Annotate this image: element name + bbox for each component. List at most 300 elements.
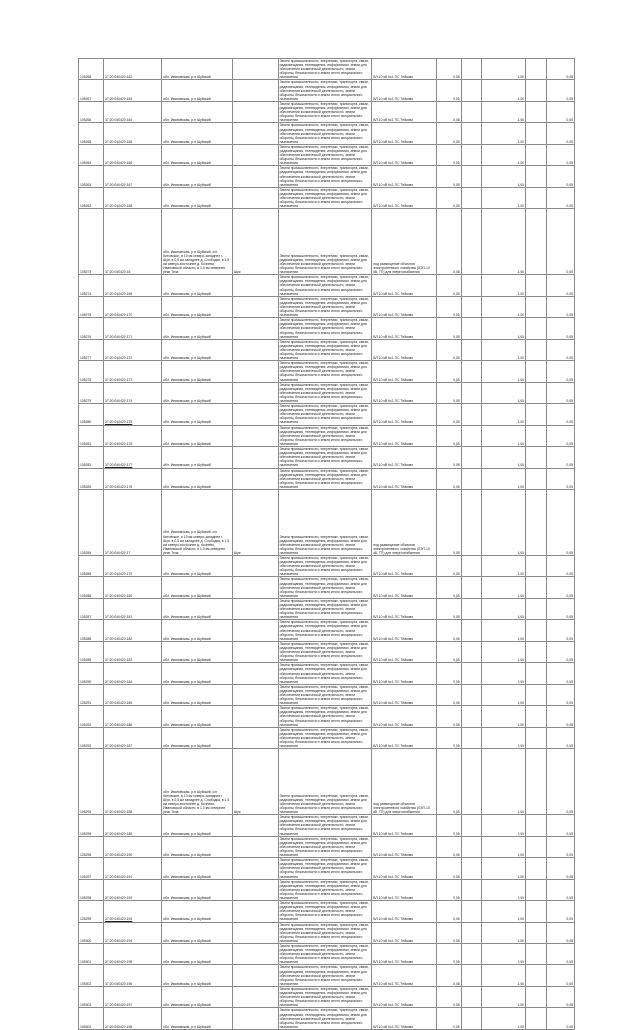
cell-address: обл. Ивановская, р-н Шуйский: [162, 577, 233, 598]
cell-value: 0,05: [436, 1008, 461, 1029]
cell-empty: [461, 275, 482, 296]
register-table: [78, 58, 575, 1030]
cell-cadastral: 37:20:040420:176: [103, 425, 161, 446]
cell-empty: [526, 101, 547, 122]
cell-purpose: Земли промышленности, энергетики, транспорта, связи, радиовещания, телевидения, информатики, земли для обеспечения космической деятельности, земли обороны, безопасности и земли иного специального назначения: [278, 80, 372, 101]
cell-ratio: 1,00: [482, 209, 526, 275]
cell-value: 0,05: [436, 468, 461, 489]
cell-purpose: Земли промышленности, энергетики, транспорта, связи, радиовещания, телевидения, информатики, земли для обеспечения космической деятельности, земли обороны, безопасности и земли иного специального назначения: [278, 965, 372, 986]
cell-use: ВЛ-10 кВ №1 ПС Тейково: [372, 447, 436, 468]
cell-empty: [526, 986, 547, 1007]
cell-empty: [526, 318, 547, 339]
cell-use: ВЛ-10 кВ №1 ПС Тейково: [372, 986, 436, 1007]
cell-empty: [461, 144, 482, 165]
cell-empty: [461, 166, 482, 187]
cell-purpose: Земли промышленности, энергетики, транспорта, связи, радиовещания, телевидения, информатики, земли для обеспечения космической деятельности, земли обороны, безопасности и земли иного специального назначения: [278, 209, 372, 275]
cell-address: обл. Ивановская, р-н Шуйский: [162, 684, 233, 705]
cell-total: 0,05: [546, 620, 574, 641]
cell-empty: [526, 620, 547, 641]
cell-note: [232, 706, 278, 727]
cell-use: ВЛ-10 кВ №1 ПС Тейково: [372, 101, 436, 122]
cell-value: 0,05: [436, 339, 461, 360]
cell-value: 0,05: [436, 749, 461, 815]
table-row: [79, 101, 575, 122]
cell-total: 0,05: [546, 166, 574, 187]
table-row: [79, 555, 575, 576]
cell-ratio: 1,00: [482, 598, 526, 619]
cell-use: ВЛ-10 кВ №1 ПС Тейково: [372, 858, 436, 879]
cell-total: 0,05: [546, 641, 574, 662]
cell-value: 0,05: [436, 382, 461, 403]
cell-address: обл. Ивановская, р-н Шуйский: [162, 727, 233, 748]
cell-empty: [526, 59, 547, 80]
cell-empty: [461, 80, 482, 101]
cell-note: [232, 275, 278, 296]
cell-use: под размещение объектов электросетевого хозяйства (ЛЭП-10 кВ, ТП) для энергоснабжения: [372, 489, 436, 555]
cell-id: 105292: [79, 706, 104, 727]
cell-cadastral: 37:20:040420:173: [103, 361, 161, 382]
cell-purpose: Земли промышленности, энергетики, транспорта, связи, радиовещания, телевидения, информатики, земли для обеспечения космической деятельности, земли обороны, безопасности и земли иного специального назначения: [278, 166, 372, 187]
cell-total: 0,05: [546, 965, 574, 986]
cell-address: обл. Ивановская, р-н Шуйский: [162, 59, 233, 80]
cell-note: [232, 361, 278, 382]
cell-empty: [526, 1008, 547, 1029]
table-row: [79, 468, 575, 489]
cell-total: 0,05: [546, 101, 574, 122]
cell-cadastral: 37:20:040420:189: [103, 815, 161, 836]
cell-value: 0,05: [436, 447, 461, 468]
cell-empty: [526, 922, 547, 943]
cell-purpose: Земли промышленности, энергетики, транспорта, связи, радиовещания, телевидения, информатики, земли для обеспечения космической деятельности, земли обороны, безопасности и земли иного специального назначения: [278, 944, 372, 965]
cell-empty: [526, 965, 547, 986]
table-row: [79, 1008, 575, 1029]
cell-empty: [526, 296, 547, 317]
cell-total: 0,05: [546, 144, 574, 165]
cell-use: ВЛ-10 кВ №1 ПС Тейково: [372, 706, 436, 727]
cell-empty: [461, 425, 482, 446]
cell-address: обл. Ивановская, р-н Шуйский: [162, 555, 233, 576]
cell-ratio: 1,00: [482, 296, 526, 317]
cell-empty: [461, 620, 482, 641]
cell-note: [232, 1008, 278, 1029]
cell-note: [232, 339, 278, 360]
cell-ratio: 1,00: [482, 986, 526, 1007]
table-row: [79, 879, 575, 900]
cell-note: [232, 187, 278, 208]
cell-use: ВЛ-10 кВ №1 ПС Тейково: [372, 577, 436, 598]
cell-address: обл. Ивановская, р-н Шуйский: [162, 101, 233, 122]
cell-ratio: 1,00: [482, 489, 526, 555]
cell-cadastral: 37:20:040420:192: [103, 879, 161, 900]
cell-total: 0,05: [546, 706, 574, 727]
cell-id: 105268: [79, 59, 104, 80]
cell-cadastral: 37:20:040420:198: [103, 1008, 161, 1029]
cell-total: 0,05: [546, 555, 574, 576]
cell-id: 105267: [79, 80, 104, 101]
cell-use: ВЛ-10 кВ №1 ПС Тейково: [372, 684, 436, 705]
table-row: [79, 382, 575, 403]
cell-id: 105304: [79, 1008, 104, 1029]
cell-total: 0,05: [546, 382, 574, 403]
cell-address: обл. Ивановская, р-н Шуйский: [162, 620, 233, 641]
cell-empty: [461, 858, 482, 879]
cell-note: [232, 318, 278, 339]
cell-empty: [526, 663, 547, 684]
cell-use: под размещение объектов электросетевого хозяйства (ЛЭП-10 кВ, ТП) для энергоснабжения: [372, 749, 436, 815]
cell-empty: [526, 944, 547, 965]
table-row: [79, 59, 575, 80]
cell-cadastral: 37:20:040420:193: [103, 901, 161, 922]
cell-id: 105297: [79, 858, 104, 879]
cell-empty: [461, 706, 482, 727]
cell-total: 0,05: [546, 275, 574, 296]
cell-use: ВЛ-10 кВ №1 ПС Тейково: [372, 555, 436, 576]
cell-note: [232, 663, 278, 684]
cell-empty: [461, 749, 482, 815]
cell-ratio: 1,00: [482, 901, 526, 922]
cell-total: 0,05: [546, 489, 574, 555]
cell-cadastral: 37:20:040420:182: [103, 620, 161, 641]
cell-use: ВЛ-10 кВ №1 ПС Тейково: [372, 815, 436, 836]
cell-ratio: 1,00: [482, 275, 526, 296]
cell-value: 0,05: [436, 166, 461, 187]
cell-use: ВЛ-10 кВ №1 ПС Тейково: [372, 404, 436, 425]
table-row: [79, 361, 575, 382]
cell-purpose: Земли промышленности, энергетики, транспорта, связи, радиовещания, телевидения, информатики, земли для обеспечения космической деятельности, земли обороны, безопасности и земли иного специального назначения: [278, 684, 372, 705]
cell-id: 105298: [79, 879, 104, 900]
cell-id: 105294: [79, 749, 104, 815]
cell-value: 0,05: [436, 489, 461, 555]
table-row: [79, 922, 575, 943]
cell-value: 0,05: [436, 858, 461, 879]
table-row: [79, 901, 575, 922]
cell-id: 105290: [79, 663, 104, 684]
table-row: [79, 209, 575, 275]
table-row: [79, 187, 575, 208]
table-row: [79, 749, 575, 815]
cell-total: 0,05: [546, 361, 574, 382]
cell-note: [232, 598, 278, 619]
cell-note: [232, 858, 278, 879]
cell-use: ВЛ-10 кВ №1 ПС Тейково: [372, 944, 436, 965]
cell-value: 0,05: [436, 620, 461, 641]
cell-note: Шуя: [232, 489, 278, 555]
cell-value: 0,05: [436, 965, 461, 986]
cell-note: [232, 684, 278, 705]
cell-total: 0,05: [546, 339, 574, 360]
cell-use: под размещение объектов электросетевого хозяйства (ЛЭП-10 кВ, ТП) для энергоснабжения: [372, 209, 436, 275]
cell-id: 105301: [79, 944, 104, 965]
cell-id: 105277: [79, 339, 104, 360]
cell-cadastral: 37:20:040420:162: [103, 59, 161, 80]
cell-ratio: 1,00: [482, 836, 526, 857]
cell-note: [232, 59, 278, 80]
cell-id: 105288: [79, 620, 104, 641]
cell-cadastral: 37:20:040420:165: [103, 123, 161, 144]
cell-use: ВЛ-10 кВ №1 ПС Тейково: [372, 879, 436, 900]
cell-ratio: 1,00: [482, 59, 526, 80]
cell-ratio: 1,00: [482, 447, 526, 468]
cell-empty: [526, 404, 547, 425]
cell-address: обл. Ивановская, р-н Шуйский: [162, 361, 233, 382]
cell-total: 0,05: [546, 577, 574, 598]
cell-address: обл. Ивановская, р-н Шуйский: [162, 922, 233, 943]
cell-total: 0,05: [546, 404, 574, 425]
cell-value: 0,05: [436, 641, 461, 662]
cell-address: обл. Ивановская, р-н Шуйский: [162, 425, 233, 446]
cell-use: ВЛ-10 кВ №1 ПС Тейково: [372, 80, 436, 101]
cell-id: 105293: [79, 727, 104, 748]
cell-purpose: Земли промышленности, энергетики, транспорта, связи, радиовещания, телевидения, информатики, земли для обеспечения космической деятельности, земли обороны, безопасности и земли иного специального назначения: [278, 555, 372, 576]
cell-use: ВЛ-10 кВ №1 ПС Тейково: [372, 901, 436, 922]
cell-value: 0,05: [436, 59, 461, 80]
cell-total: 0,05: [546, 901, 574, 922]
cell-total: 0,05: [546, 727, 574, 748]
cell-value: 0,05: [436, 296, 461, 317]
cell-note: [232, 447, 278, 468]
cell-purpose: Земли промышленности, энергетики, транспорта, связи, радиовещания, телевидения, информатики, земли для обеспечения космической деятельности, земли обороны, безопасности и земли иного специального назначения: [278, 577, 372, 598]
cell-purpose: Земли промышленности, энергетики, транспорта, связи, радиовещания, телевидения, информатики, земли для обеспечения космической деятельности, земли обороны, безопасности и земли иного специального назначения: [278, 858, 372, 879]
cell-purpose: Земли промышленности, энергетики, транспорта, связи, радиовещания, телевидения, информатики, земли для обеспечения космической деятельности, земли обороны, безопасности и земли иного специального назначения: [278, 101, 372, 122]
register-body: [79, 59, 575, 1030]
cell-total: 0,05: [546, 447, 574, 468]
cell-note: Шуя: [232, 209, 278, 275]
cell-total: 0,05: [546, 80, 574, 101]
cell-use: ВЛ-10 кВ №1 ПС Тейково: [372, 275, 436, 296]
cell-cadastral: 37:20:040420:187: [103, 727, 161, 748]
cell-empty: [526, 187, 547, 208]
cell-ratio: 1,00: [482, 468, 526, 489]
cell-value: 0,05: [436, 123, 461, 144]
cell-empty: [526, 879, 547, 900]
cell-address: обл. Ивановская, р-н Шуйский: [162, 447, 233, 468]
table-row: [79, 166, 575, 187]
cell-cadastral: 37:20:040420:190: [103, 836, 161, 857]
cell-total: 0,05: [546, 815, 574, 836]
cell-empty: [461, 209, 482, 275]
cell-note: [232, 555, 278, 576]
table-row: [79, 684, 575, 705]
cell-note: [232, 641, 278, 662]
table-row: [79, 663, 575, 684]
cell-total: 0,05: [546, 123, 574, 144]
cell-empty: [526, 382, 547, 403]
cell-address: обл. Ивановская, р-н Шуйский: [162, 468, 233, 489]
cell-ratio: 1,00: [482, 641, 526, 662]
cell-cadastral: 37:20:040420:183: [103, 641, 161, 662]
cell-cadastral: 37:20:040420:174: [103, 382, 161, 403]
cell-id: 105263: [79, 166, 104, 187]
cell-total: 0,05: [546, 468, 574, 489]
cell-id: 105284: [79, 489, 104, 555]
cell-note: [232, 80, 278, 101]
cell-ratio: 1,00: [482, 144, 526, 165]
cell-value: 0,05: [436, 101, 461, 122]
cell-purpose: Земли промышленности, энергетики, транспорта, связи, радиовещания, телевидения, информатики, земли для обеспечения космической деятельности, земли обороны, безопасности и земли иного специального назначения: [278, 468, 372, 489]
cell-use: ВЛ-10 кВ №1 ПС Тейково: [372, 59, 436, 80]
cell-address: обл. Ивановская, р-н Шуйский: [162, 1008, 233, 1029]
cell-value: 0,05: [436, 836, 461, 857]
cell-purpose: Земли промышленности, энергетики, транспорта, связи, радиовещания, телевидения, информатики, земли для обеспечения космической деятельности, земли обороны, безопасности и земли иного специального назначения: [278, 447, 372, 468]
table-row: [79, 318, 575, 339]
cell-use: ВЛ-10 кВ №1 ПС Тейково: [372, 836, 436, 857]
cell-purpose: Земли промышленности, энергетики, транспорта, связи, радиовещания, телевидения, информатики, земли для обеспечения космической деятельности, земли обороны, безопасности и земли иного специального назначения: [278, 382, 372, 403]
cell-empty: [461, 555, 482, 576]
cell-total: 0,05: [546, 598, 574, 619]
cell-empty: [461, 489, 482, 555]
cell-purpose: Земли промышленности, энергетики, транспорта, связи, радиовещания, телевидения, информатики, земли для обеспечения космической деятельности, земли обороны, безопасности и земли иного специального назначения: [278, 318, 372, 339]
cell-value: 0,05: [436, 577, 461, 598]
cell-address: обл. Ивановская, р-н Шуйский: [162, 836, 233, 857]
cell-note: [232, 901, 278, 922]
cell-empty: [461, 123, 482, 144]
cell-purpose: Земли промышленности, энергетики, транспорта, связи, радиовещания, телевидения, информатики, земли для обеспечения космической деятельности, земли обороны, безопасности и земли иного специального назначения: [278, 598, 372, 619]
cell-use: ВЛ-10 кВ №1 ПС Тейково: [372, 339, 436, 360]
cell-value: 0,05: [436, 209, 461, 275]
cell-ratio: 1,00: [482, 944, 526, 965]
cell-purpose: Земли промышленности, энергетики, транспорта, связи, радиовещания, телевидения, информатики, земли для обеспечения космической деятельности, земли обороны, безопасности и земли иного специального назначения: [278, 836, 372, 857]
cell-address: обл. Ивановская, р-н Шуйский: [162, 706, 233, 727]
cell-address: обл. Ивановская, р-н Шуйский: [162, 858, 233, 879]
cell-id: 105282: [79, 447, 104, 468]
cell-purpose: Земли промышленности, энергетики, транспорта, связи, радиовещания, телевидения, информатики, земли для обеспечения космической деятельности, земли обороны, безопасности и земли иного специального назначения: [278, 361, 372, 382]
cell-cadastral: 37:20:040420:197: [103, 986, 161, 1007]
cell-empty: [526, 275, 547, 296]
cell-empty: [461, 101, 482, 122]
cell-purpose: Земли промышленности, энергетики, транспорта, связи, радиовещания, телевидения, информатики, земли для обеспечения космической деятельности, земли обороны, безопасности и земли иного специального назначения: [278, 59, 372, 80]
cell-address: обл. Ивановская, р-н Шуйский: [162, 965, 233, 986]
table-row: [79, 447, 575, 468]
cell-note: [232, 879, 278, 900]
table-row: [79, 986, 575, 1007]
cell-purpose: Земли промышленности, энергетики, транспорта, связи, радиовещания, телевидения, информатики, земли для обеспечения космической деятельности, земли обороны, безопасности и земли иного специального назначения: [278, 901, 372, 922]
cell-note: Шуя: [232, 749, 278, 815]
cell-id: 105273: [79, 209, 104, 275]
cell-total: 0,05: [546, 749, 574, 815]
cell-purpose: Земли промышленности, энергетики, транспорта, связи, радиовещания, телевидения, информатики, земли для обеспечения космической деятельности, земли обороны, безопасности и земли иного специального назначения: [278, 489, 372, 555]
cell-empty: [526, 80, 547, 101]
cell-use: ВЛ-10 кВ №1 ПС Тейково: [372, 296, 436, 317]
cell-empty: [461, 684, 482, 705]
cell-address: обл. Ивановская, р-н Шуйский: [162, 879, 233, 900]
cell-ratio: 1,00: [482, 318, 526, 339]
cell-id: 105291: [79, 684, 104, 705]
cell-value: 0,05: [436, 706, 461, 727]
cell-note: [232, 382, 278, 403]
table-row: [79, 836, 575, 857]
cell-id: 105299: [79, 901, 104, 922]
cell-id: 105280: [79, 404, 104, 425]
table-row: [79, 296, 575, 317]
cell-id: 105275: [79, 296, 104, 317]
cell-empty: [526, 706, 547, 727]
cell-value: 0,05: [436, 922, 461, 943]
cell-ratio: 1,00: [482, 339, 526, 360]
cell-total: 0,05: [546, 425, 574, 446]
cell-purpose: Земли промышленности, энергетики, транспорта, связи, радиовещания, телевидения, информатики, земли для обеспечения космической деятельности, земли обороны, безопасности и земли иного специального назначения: [278, 620, 372, 641]
cell-empty: [526, 577, 547, 598]
cell-note: [232, 577, 278, 598]
cell-value: 0,05: [436, 986, 461, 1007]
cell-total: 0,05: [546, 59, 574, 80]
cell-ratio: 1,00: [482, 965, 526, 986]
cell-empty: [461, 598, 482, 619]
cell-purpose: Земли промышленности, энергетики, транспорта, связи, радиовещания, телевидения, информатики, земли для обеспечения космической деятельности, земли обороны, безопасности и земли иного специального назначения: [278, 144, 372, 165]
cell-use: ВЛ-10 кВ №1 ПС Тейково: [372, 641, 436, 662]
table-row: [79, 598, 575, 619]
cell-ratio: 1,00: [482, 404, 526, 425]
cell-purpose: Земли промышленности, энергетики, транспорта, связи, радиовещания, телевидения, информатики, земли для обеспечения космической деятельности, земли обороны, безопасности и земли иного специального назначения: [278, 879, 372, 900]
cell-cadastral: 37:20:040420:185: [103, 684, 161, 705]
cell-value: 0,05: [436, 275, 461, 296]
cell-use: ВЛ-10 кВ №1 ПС Тейково: [372, 144, 436, 165]
cell-use: ВЛ-10 кВ №1 ПС Тейково: [372, 620, 436, 641]
cell-ratio: 1,00: [482, 361, 526, 382]
cell-purpose: Земли промышленности, энергетики, транспорта, связи, радиовещания, телевидения, информатики, земли для обеспечения космической деятельности, земли обороны, безопасности и земли иного специального назначения: [278, 275, 372, 296]
cell-value: 0,05: [436, 727, 461, 748]
cell-use: ВЛ-10 кВ №1 ПС Тейково: [372, 1008, 436, 1029]
cell-address: обл. Ивановская, р-н Шуйский: [162, 815, 233, 836]
cell-value: 0,05: [436, 187, 461, 208]
cell-empty: [461, 59, 482, 80]
cell-address: обл. Ивановская, р-н Шуйский: [162, 598, 233, 619]
cell-ratio: 1,00: [482, 749, 526, 815]
cell-use: ВЛ-10 кВ №1 ПС Тейково: [372, 361, 436, 382]
cell-ratio: 1,00: [482, 123, 526, 144]
table-row: [79, 404, 575, 425]
table-row: [79, 275, 575, 296]
cell-id: 105285: [79, 555, 104, 576]
cell-value: 0,05: [436, 944, 461, 965]
cell-purpose: Земли промышленности, энергетики, транспорта, связи, радиовещания, телевидения, информатики, земли для обеспечения космической деятельности, земли обороны, безопасности и земли иного специального назначения: [278, 123, 372, 144]
cell-ratio: 1,00: [482, 80, 526, 101]
cell-note: [232, 404, 278, 425]
cell-empty: [461, 339, 482, 360]
cell-address: обл. Ивановская, р-н Шуйский: [162, 296, 233, 317]
table-row: [79, 123, 575, 144]
cell-note: [232, 836, 278, 857]
cell-use: ВЛ-10 кВ №1 ПС Тейково: [372, 965, 436, 986]
cell-cadastral: 37:20:040420:16: [103, 209, 161, 275]
cell-empty: [461, 986, 482, 1007]
cell-value: 0,05: [436, 361, 461, 382]
cell-use: ВЛ-10 кВ №1 ПС Тейково: [372, 382, 436, 403]
cell-ratio: 1,00: [482, 858, 526, 879]
cell-note: [232, 166, 278, 187]
table-row: [79, 727, 575, 748]
cell-ratio: 1,00: [482, 101, 526, 122]
cell-id: 105276: [79, 318, 104, 339]
cell-address: обл. Ивановская, р-н Шуйский: [162, 901, 233, 922]
cell-id: 105266: [79, 101, 104, 122]
cell-id: 105300: [79, 922, 104, 943]
cell-value: 0,05: [436, 404, 461, 425]
cell-ratio: 1,00: [482, 166, 526, 187]
cell-address: обл. Ивановская, р-н Шуйский: [162, 339, 233, 360]
cell-empty: [461, 318, 482, 339]
cell-empty: [526, 684, 547, 705]
cell-purpose: Земли промышленности, энергетики, транспорта, связи, радиовещания, телевидения, информатики, земли для обеспечения космической деятельности, земли обороны, безопасности и земли иного специального назначения: [278, 404, 372, 425]
cell-value: 0,05: [436, 80, 461, 101]
cell-note: [232, 922, 278, 943]
cell-use: ВЛ-10 кВ №1 ПС Тейково: [372, 727, 436, 748]
table-row: [79, 577, 575, 598]
cell-empty: [461, 965, 482, 986]
cell-value: 0,05: [436, 598, 461, 619]
cell-address: обл. Ивановская, р-н Шуйский: [162, 986, 233, 1007]
cell-total: 0,05: [546, 187, 574, 208]
cell-use: ВЛ-10 кВ №1 ПС Тейково: [372, 468, 436, 489]
